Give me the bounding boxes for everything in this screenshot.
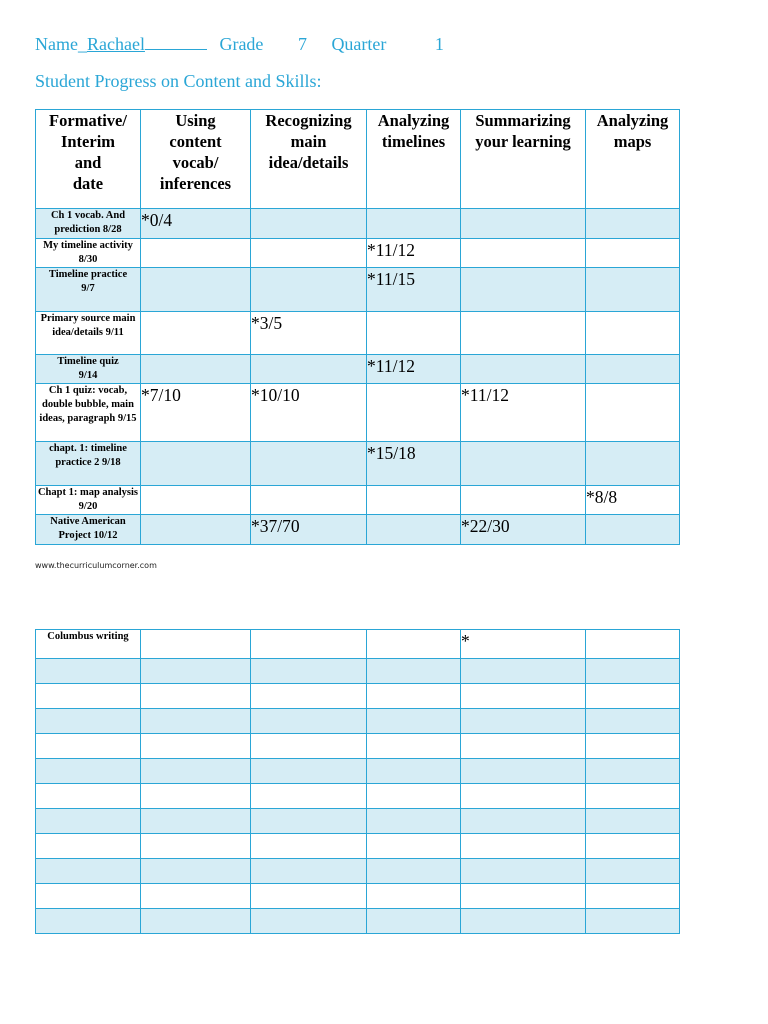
score-cell — [461, 659, 586, 684]
score-cell — [367, 630, 461, 659]
score-cell — [367, 384, 461, 442]
score-cell — [586, 659, 680, 684]
score-cell — [586, 859, 680, 884]
score-cell — [141, 859, 251, 884]
score-cell — [141, 486, 251, 515]
assessment-label: Ch 1 quiz: vocab, double bubble, main ideas, paragraph 9/15 — [36, 384, 141, 442]
score-cell — [141, 784, 251, 809]
score-cell — [141, 355, 251, 384]
assessment-label: My timeline activity 8/30 — [36, 239, 141, 268]
score-cell — [367, 859, 461, 884]
score-cell — [461, 709, 586, 734]
score-cell — [461, 809, 586, 834]
table-row — [36, 759, 680, 784]
table-row — [36, 709, 680, 734]
score-cell — [367, 734, 461, 759]
score-cell: *3/5 — [251, 312, 367, 355]
score-cell — [586, 630, 680, 659]
score-cell — [586, 884, 680, 909]
assessment-label — [36, 859, 141, 884]
column-header: Analyzing timelines — [367, 110, 461, 209]
score-cell — [461, 486, 586, 515]
score-cell — [586, 268, 680, 312]
table-row — [36, 859, 680, 884]
assessment-label — [36, 659, 141, 684]
progress-table — [35, 109, 680, 545]
table-header-row — [36, 110, 680, 209]
student-header — [35, 34, 444, 55]
table-row — [36, 268, 680, 312]
score-cell — [251, 859, 367, 884]
score-cell — [141, 659, 251, 684]
score-cell — [141, 759, 251, 784]
score-cell — [251, 630, 367, 659]
name-label: Name_ — [35, 34, 87, 54]
student-name: Rachael — [86, 34, 145, 54]
table-row — [36, 312, 680, 355]
quarter-value: 1 — [434, 34, 444, 54]
score-cell: *37/70 — [251, 515, 367, 545]
score-cell — [586, 312, 680, 355]
score-cell: *0/4 — [141, 209, 251, 239]
assessment-label: Columbus writing — [36, 630, 141, 659]
score-cell: *11/15 — [367, 268, 461, 312]
table-row — [36, 684, 680, 709]
score-cell — [586, 239, 680, 268]
score-cell — [251, 209, 367, 239]
score-cell — [251, 784, 367, 809]
assessment-label — [36, 909, 141, 934]
table-row — [36, 515, 680, 545]
score-cell — [141, 884, 251, 909]
page-subtitle: Student Progress on Content and Skills: — [35, 71, 322, 91]
score-cell — [586, 759, 680, 784]
score-cell — [251, 734, 367, 759]
score-cell — [367, 684, 461, 709]
table-row — [36, 209, 680, 239]
assessment-label: Primary source main idea/details 9/11 — [36, 312, 141, 355]
score-cell — [251, 268, 367, 312]
score-cell: * — [461, 630, 586, 659]
score-cell — [461, 684, 586, 709]
score-cell — [141, 709, 251, 734]
score-cell — [461, 909, 586, 934]
score-cell — [251, 709, 367, 734]
score-cell — [141, 630, 251, 659]
score-cell — [251, 834, 367, 859]
assessment-label — [36, 684, 141, 709]
assessment-label: Ch 1 vocab. And prediction 8/28 — [36, 209, 141, 239]
score-cell — [251, 239, 367, 268]
score-cell — [251, 486, 367, 515]
score-cell — [461, 834, 586, 859]
score-cell — [586, 355, 680, 384]
score-cell — [367, 209, 461, 239]
score-cell — [367, 312, 461, 355]
score-cell — [461, 884, 586, 909]
score-cell — [586, 384, 680, 442]
column-header: Analyzing maps — [586, 110, 680, 209]
footer-url: www.thecurriculumcorner.com — [35, 561, 157, 570]
score-cell — [461, 355, 586, 384]
column-header: Using content vocab/ inferences — [141, 110, 251, 209]
score-cell — [141, 809, 251, 834]
score-cell — [251, 659, 367, 684]
assessment-label — [36, 834, 141, 859]
score-cell — [367, 784, 461, 809]
score-cell — [367, 834, 461, 859]
table-row — [36, 630, 680, 659]
assessment-label: Timeline quiz 9/14 — [36, 355, 141, 384]
score-cell — [461, 734, 586, 759]
score-cell — [586, 909, 680, 934]
score-cell — [586, 809, 680, 834]
table-row — [36, 884, 680, 909]
table-row — [36, 834, 680, 859]
score-cell — [251, 884, 367, 909]
table-row — [36, 784, 680, 809]
score-cell — [367, 709, 461, 734]
score-cell — [367, 884, 461, 909]
score-cell — [461, 268, 586, 312]
score-cell — [461, 239, 586, 268]
score-cell — [367, 486, 461, 515]
score-cell: *10/10 — [251, 384, 367, 442]
score-cell — [461, 312, 586, 355]
table-row — [36, 809, 680, 834]
score-cell: *7/10 — [141, 384, 251, 442]
score-cell — [461, 784, 586, 809]
score-cell — [251, 809, 367, 834]
assessment-label — [36, 809, 141, 834]
score-cell: *8/8 — [586, 486, 680, 515]
table-row — [36, 659, 680, 684]
score-cell — [586, 734, 680, 759]
score-cell — [141, 734, 251, 759]
score-cell — [141, 268, 251, 312]
score-cell — [367, 809, 461, 834]
score-cell — [586, 834, 680, 859]
score-cell — [367, 515, 461, 545]
assessment-label — [36, 884, 141, 909]
score-cell — [251, 684, 367, 709]
table-row — [36, 384, 680, 442]
score-cell — [141, 442, 251, 486]
assessment-label: Timeline practice 9/7 — [36, 268, 141, 312]
score-cell — [461, 759, 586, 784]
score-cell — [586, 515, 680, 545]
score-cell — [586, 442, 680, 486]
assessment-label: chapt. 1: timeline practice 2 9/18 — [36, 442, 141, 486]
assessment-label: Native American Project 10/12 — [36, 515, 141, 545]
assessment-label — [36, 709, 141, 734]
score-cell — [586, 684, 680, 709]
assessment-label — [36, 784, 141, 809]
score-cell — [461, 442, 586, 486]
score-cell — [141, 834, 251, 859]
table-row — [36, 239, 680, 268]
name-underline — [145, 34, 207, 50]
score-cell — [367, 909, 461, 934]
score-cell: *11/12 — [461, 384, 586, 442]
grade-label: Grade — [219, 34, 264, 54]
score-cell — [251, 909, 367, 934]
table-row — [36, 486, 680, 515]
score-cell — [251, 442, 367, 486]
score-cell — [367, 659, 461, 684]
score-cell — [141, 239, 251, 268]
assessment-label — [36, 734, 141, 759]
score-cell: *11/12 — [367, 355, 461, 384]
continuation-table — [35, 629, 680, 934]
score-cell: *15/18 — [367, 442, 461, 486]
score-cell — [586, 784, 680, 809]
table-row — [36, 355, 680, 384]
score-cell — [141, 684, 251, 709]
score-cell — [251, 355, 367, 384]
quarter-label: Quarter — [331, 34, 387, 54]
score-cell — [586, 709, 680, 734]
score-cell — [461, 859, 586, 884]
score-cell: *11/12 — [367, 239, 461, 268]
grade-value: 7 — [297, 34, 307, 54]
score-cell — [586, 209, 680, 239]
score-cell — [141, 515, 251, 545]
score-cell — [367, 759, 461, 784]
table-row — [36, 734, 680, 759]
score-cell — [141, 312, 251, 355]
table-row — [36, 909, 680, 934]
table-row — [36, 442, 680, 486]
score-cell: *22/30 — [461, 515, 586, 545]
column-header: Formative/ Interim and date — [36, 110, 141, 209]
score-cell — [141, 909, 251, 934]
assessment-label: Chapt 1: map analysis 9/20 — [36, 486, 141, 515]
assessment-label — [36, 759, 141, 784]
column-header: Recognizing main idea/details — [251, 110, 367, 209]
score-cell — [461, 209, 586, 239]
column-header: Summarizing your learning — [461, 110, 586, 209]
score-cell — [251, 759, 367, 784]
